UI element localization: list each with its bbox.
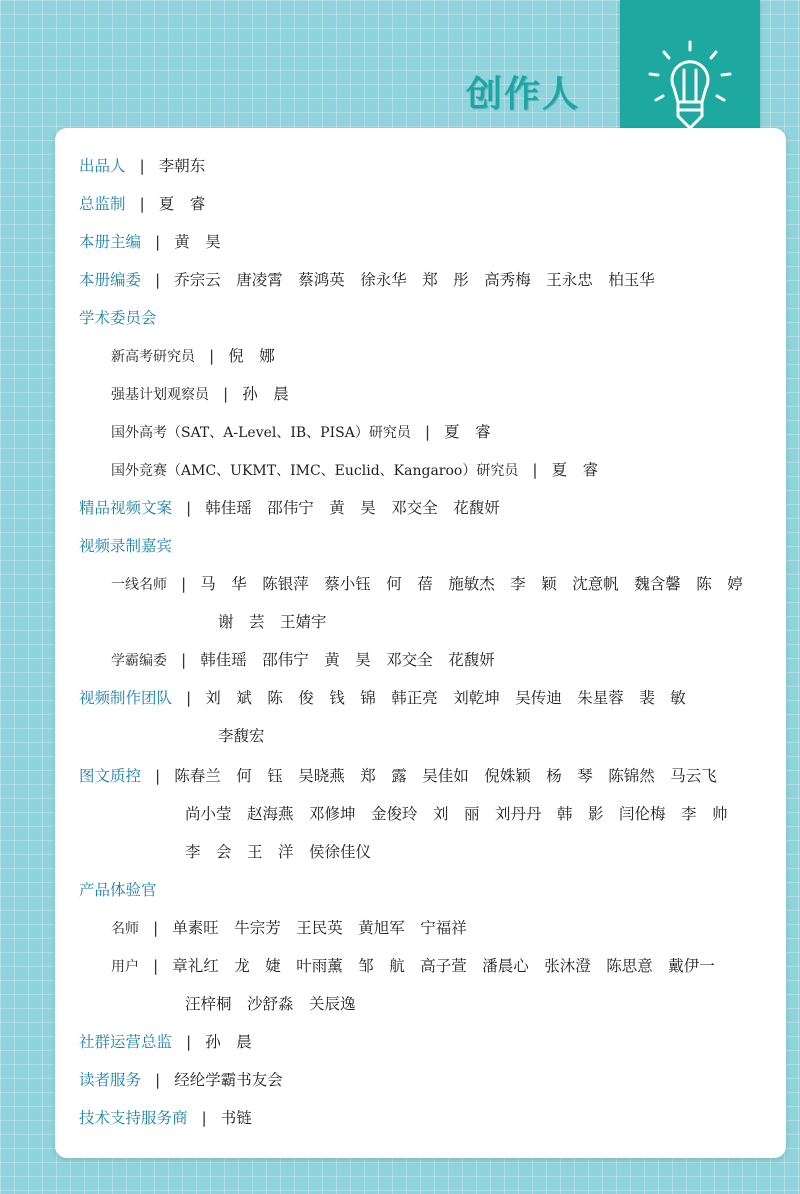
credit-names: 书链 [220, 1109, 252, 1127]
credit-sublabel: 新高考研究员 [111, 349, 195, 365]
credit-label: 总监制 [79, 195, 126, 213]
credit-tester-users [111, 954, 715, 976]
credit-editorial-board [79, 268, 655, 290]
separator: | [139, 195, 145, 213]
separator: | [155, 271, 161, 289]
section-academic-committee [79, 306, 157, 328]
credit-names: 单素旺 牛宗芳 王民英 黄旭军 宁福祥 [172, 919, 467, 937]
credit-label: 出品人 [79, 157, 126, 175]
separator: | [181, 575, 187, 593]
credit-label: 本册主编 [79, 233, 142, 251]
credit-label: 精品视频文案 [79, 499, 173, 517]
credit-sublabel: 名师 [111, 921, 139, 937]
section-heading: 产品体验官 [79, 881, 157, 899]
separator: | [186, 689, 192, 707]
separator: | [201, 1109, 207, 1127]
credit-publisher [79, 154, 205, 176]
credit-names-continued: 谢 芸 王婧宇 [218, 613, 327, 631]
credit-sublabel: 国外高考（SAT、A-Level、IB、PISA）研究员 [111, 425, 411, 441]
credit-names-continued: 李馥宏 [218, 727, 265, 745]
separator: | [223, 385, 229, 403]
credit-names: 章礼红 龙 婕 叶雨薰 邹 航 高子萱 潘晨心 张沐澄 陈思意 戴伊一 [172, 957, 715, 975]
credit-names: 陈春兰 何 钰 吴晓燕 郑 露 吴佳如 倪姝颖 杨 琴 陈锦然 马云飞 [174, 767, 717, 785]
separator: | [181, 651, 187, 669]
credit-sublabel: 一线名师 [111, 577, 167, 593]
credit-names: 韩佳瑶 邵伟宁 黄 昊 邓交全 花馥妍 [200, 651, 495, 669]
credit-quality-control [79, 764, 717, 786]
credit-names: 经纶学霸书友会 [174, 1071, 283, 1089]
credit-video-copy [79, 496, 500, 518]
credit-sublabel: 学霸编委 [111, 653, 167, 669]
credit-sublabel: 强基计划观察员 [111, 387, 209, 403]
credit-label: 读者服务 [79, 1071, 142, 1089]
credit-names: 夏 睿 [158, 195, 206, 213]
credit-names: 乔宗云 唐凌霄 蔡鸿英 徐永华 郑 彤 高秀梅 王永忠 柏玉华 [174, 271, 655, 289]
separator: | [424, 423, 431, 441]
section-product-testers [79, 878, 157, 900]
credit-names: 黄 昊 [174, 233, 221, 251]
separator: | [153, 957, 159, 975]
credit-names: 孙 晨 [205, 1033, 252, 1051]
credit-reader-service [79, 1068, 283, 1090]
credit-names: 夏 睿 [444, 423, 491, 441]
credit-sublabel: 用户 [111, 959, 139, 975]
credit-sublabel: 国外竞赛（AMC、UKMT、IMC、Euclid、Kangaroo）研究员 [111, 463, 519, 479]
credit-tech-support [79, 1106, 252, 1128]
credit-qiangji-observer [111, 382, 289, 404]
credit-video-team [79, 686, 686, 708]
credit-names-continued: 李 会 王 洋 侯徐佳仪 [185, 843, 372, 861]
credit-names-continued: 尚小莹 赵海燕 邓修坤 金俊玲 刘 丽 刘丹丹 韩 影 闫伦梅 李 帅 [185, 805, 728, 823]
lightbulb-pencil-icon [644, 38, 736, 134]
credit-foreign-competition-researcher [111, 458, 598, 480]
credit-label: 视频制作团队 [79, 689, 173, 707]
separator: | [209, 347, 215, 365]
credits-card [55, 128, 786, 1158]
separator: | [532, 461, 538, 479]
credit-frontline-teachers [111, 572, 743, 594]
credit-chief-editor [79, 230, 221, 252]
section-video-guests [79, 534, 172, 556]
credit-label: 本册编委 [79, 271, 142, 289]
credit-tester-teachers [111, 916, 467, 938]
credit-names-continued: 汪梓桐 沙舒淼 关辰逸 [185, 995, 356, 1013]
credit-label: 社群运营总监 [79, 1033, 173, 1051]
credit-xueba-editors [111, 648, 495, 670]
separator: | [186, 499, 192, 517]
credit-supervisor [79, 192, 205, 214]
section-heading: 视频录制嘉宾 [79, 537, 173, 555]
separator: | [155, 233, 161, 251]
credit-names: 倪 娜 [228, 347, 275, 365]
page-title: 创作人 [466, 74, 581, 115]
credit-names: 夏 睿 [551, 461, 599, 479]
credit-names: 李朝东 [158, 157, 206, 175]
separator: | [139, 157, 145, 175]
separator: | [155, 1071, 161, 1089]
credit-names: 孙 晨 [242, 385, 289, 403]
credit-names: 刘 斌 陈 俊 钱 锦 韩正亮 刘乾坤 吴传迪 朱星蓉 裴 敏 [205, 689, 686, 707]
credit-label: 技术支持服务商 [79, 1109, 188, 1127]
section-heading: 学术委员会 [79, 309, 157, 327]
separator: | [155, 767, 161, 785]
separator: | [186, 1033, 192, 1051]
separator: | [153, 919, 159, 937]
credit-names: 韩佳瑶 邵伟宁 黄 昊 邓交全 花馥妍 [205, 499, 500, 517]
credit-gaokao-researcher [111, 344, 275, 366]
credit-community [79, 1030, 252, 1052]
credit-names: 马 华 陈银萍 蔡小钰 何 蓓 施敏杰 李 颖 沈意帆 魏含馨 陈 婷 [200, 575, 743, 593]
credit-label: 图文质控 [79, 767, 142, 785]
credit-foreign-exam-researcher [111, 420, 491, 442]
